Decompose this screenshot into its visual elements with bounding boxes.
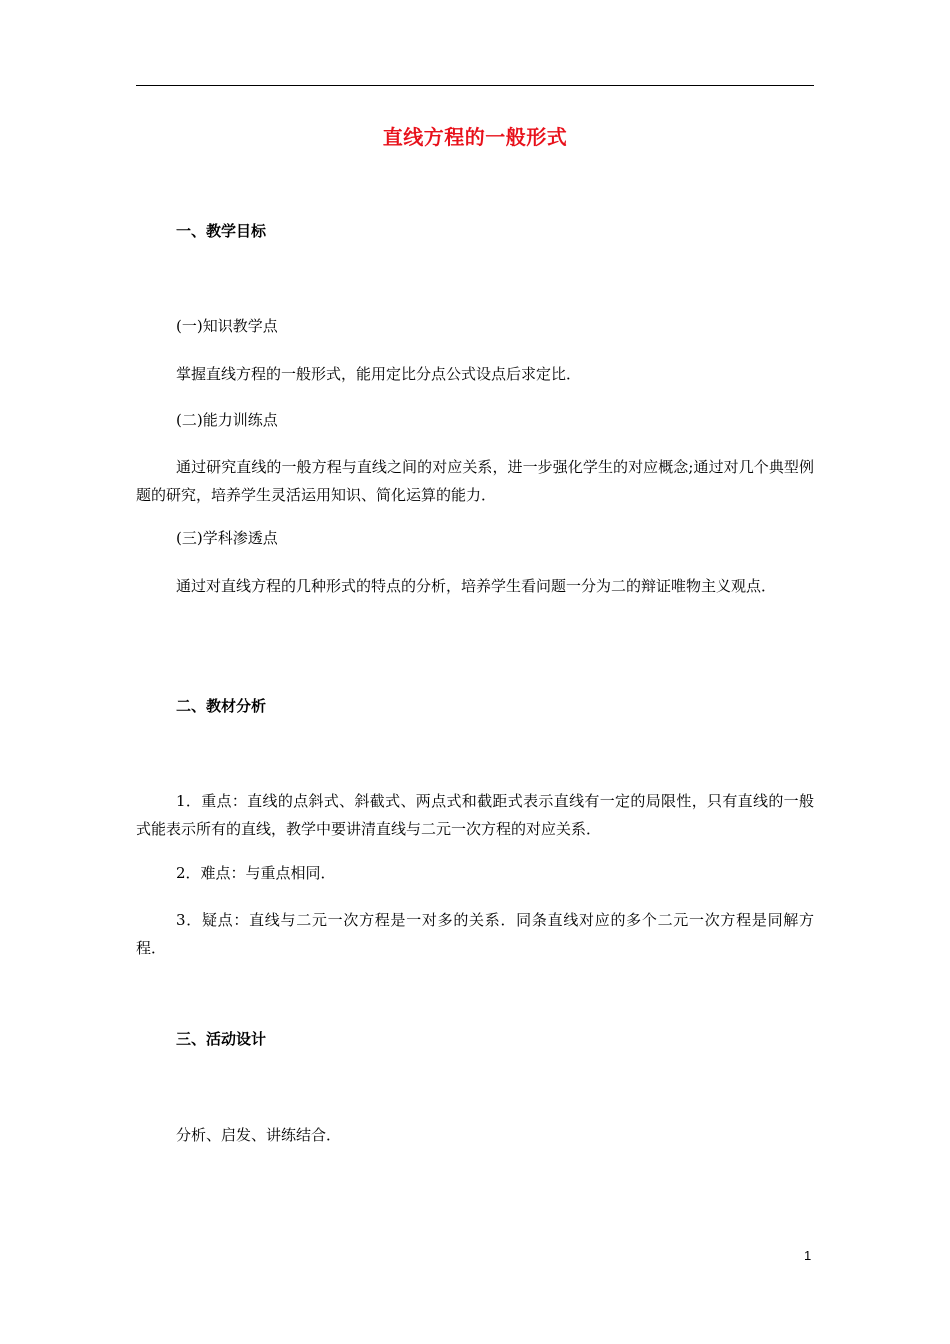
paragraph-knowledge: 掌握直线方程的一般形式，能用定比分点公式设点后求定比． xyxy=(176,365,582,383)
page-number: 1 xyxy=(804,1248,812,1263)
paragraph-doubt: 3．疑点：直线与二元一次方程是一对多的关系．同条直线对应的多个二元一次方程是同解方程． xyxy=(136,911,814,957)
section-heading-activity: 三、活动设计 xyxy=(176,1030,267,1048)
paragraph-key-point: 1．重点：直线的点斜式、斜截式、两点式和截距式表示直线有一定的局限性，只有直线的一般式能表示所有的直线，教学中要讲清直线与二元一次方程的对应关系． xyxy=(136,792,814,838)
section-heading-objectives: 一、教学目标 xyxy=(176,222,267,240)
subheading-knowledge: (一)知识教学点 xyxy=(176,317,278,335)
subheading-discipline: (三)学科渗透点 xyxy=(176,529,278,547)
paragraph-discipline: 通过对直线方程的几种形式的特点的分析，培养学生看问题一分为二的辩证唯物主义观点． xyxy=(176,577,777,595)
paragraph-ability: 通过研究直线的一般方程与直线之间的对应关系，进一步强化学生的对应概念;通过对几个典型例题的研究，培养学生灵活运用知识、简化运算的能力． xyxy=(136,458,814,504)
document-title: 直线方程的一般形式 xyxy=(382,125,568,149)
section-heading-analysis: 二、教材分析 xyxy=(176,697,267,715)
paragraph-activity: 分析、启发、讲练结合． xyxy=(176,1126,342,1144)
subheading-ability: (二)能力训练点 xyxy=(176,411,278,429)
paragraph-difficulty: 2．难点：与重点相同． xyxy=(176,864,336,882)
header-rule xyxy=(136,85,814,86)
